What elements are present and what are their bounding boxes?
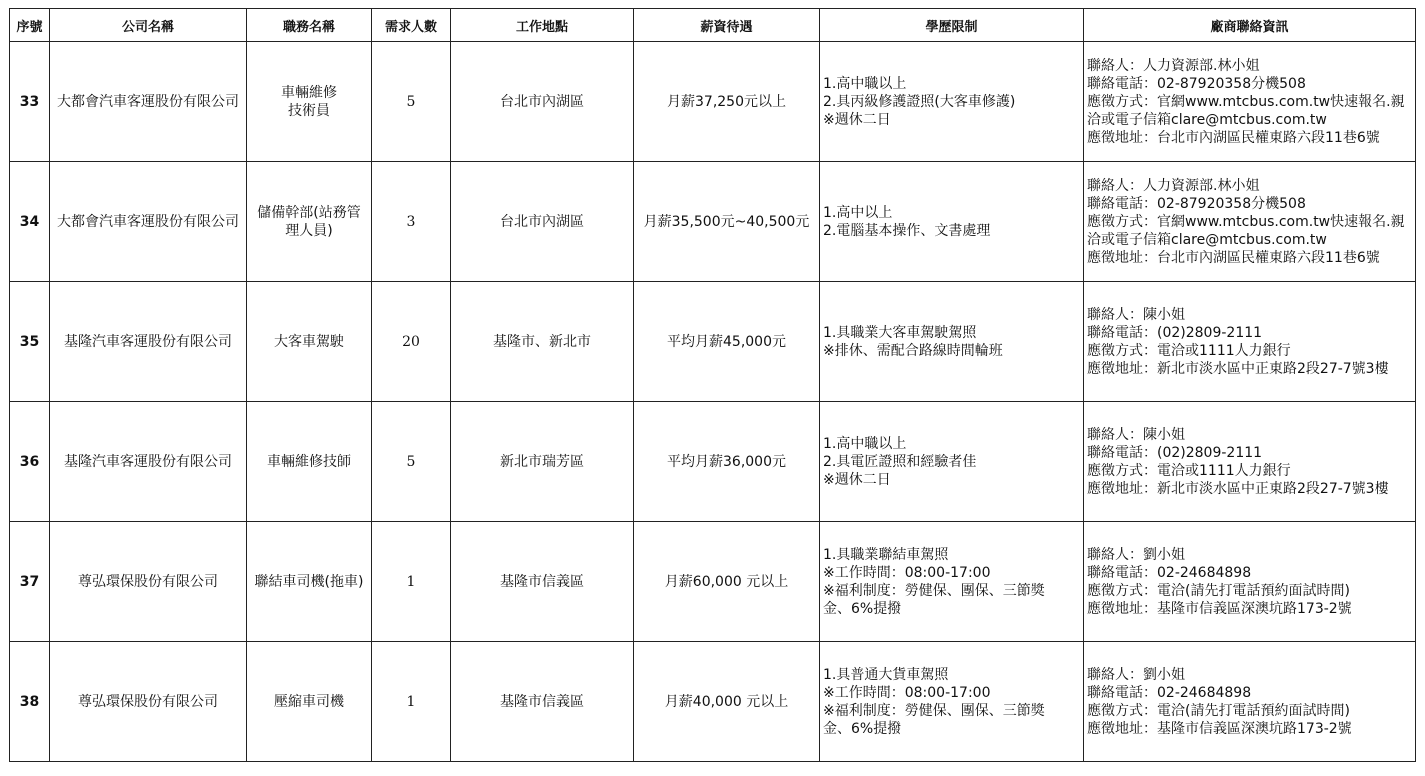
education-line: 1.高中職以上: [823, 75, 907, 92]
header-row: [10, 9, 1416, 42]
cell-no: 37: [10, 522, 50, 642]
education-line: 2.具電匠證照和經驗者佳: [823, 453, 977, 470]
cell-count: 1: [372, 642, 451, 762]
contact-line: 聯絡電話：(02)2809-2111: [1087, 444, 1263, 461]
cell-location: 基隆市信義區: [451, 642, 634, 762]
cell-no: 33: [10, 42, 50, 162]
cell-company: 尊弘環保股份有限公司: [50, 642, 247, 762]
table-row: [10, 162, 1416, 282]
title-line: 技術員: [288, 102, 330, 119]
education-line: 2.電腦基本操作、文書處理: [823, 222, 991, 239]
cell-salary: 月薪60,000 元以上: [634, 522, 820, 642]
title-line: 大客車駕駛: [274, 333, 344, 350]
cell-count: 1: [372, 522, 451, 642]
contact-line: 聯絡電話：02-87920358分機508: [1087, 75, 1306, 92]
cell-title: [247, 522, 372, 642]
education-line: ※週休二日: [823, 471, 891, 488]
education-line: 金、6%提撥: [823, 600, 902, 617]
cell-contact: [1084, 522, 1416, 642]
contact-line: 應徵地址：基隆市信義區深澳坑路173-2號: [1087, 600, 1352, 617]
contact-line: 聯絡人：人力資源部.林小姐: [1087, 177, 1260, 194]
contact-line: 應徵地址：台北市內湖區民權東路六段11巷6號: [1087, 249, 1380, 266]
contact-line: 聯絡人：劉小姐: [1087, 666, 1185, 683]
contact-line: 應徵地址：基隆市信義區深澳坑路173-2號: [1087, 720, 1352, 737]
cell-title: [247, 282, 372, 402]
contact-line: 聯絡電話：02-24684898: [1087, 684, 1252, 701]
education-line: ※週休二日: [823, 111, 891, 128]
contact-line: 應徵地址：新北市淡水區中正東路2段27-7號3樓: [1087, 480, 1389, 497]
education-line: ※排休、需配合路線時間輪班: [823, 342, 1003, 359]
cell-location: 台北市內湖區: [451, 42, 634, 162]
table-row: [10, 402, 1416, 522]
title-line: 儲備幹部(站務管: [257, 204, 361, 221]
cell-education: [820, 282, 1084, 402]
cell-salary: 月薪40,000 元以上: [634, 642, 820, 762]
title-line: 聯結車司機(拖車): [254, 573, 364, 590]
contact-line: 聯絡電話：(02)2809-2111: [1087, 324, 1263, 341]
cell-education: [820, 642, 1084, 762]
header-no: 序號: [10, 9, 50, 42]
cell-contact: [1084, 42, 1416, 162]
cell-count: 3: [372, 162, 451, 282]
education-line: 1.具職業大客車駕駛駕照: [823, 324, 977, 341]
title-line: 車輛維修: [281, 84, 337, 101]
contact-line: 聯絡電話：02-24684898: [1087, 564, 1252, 581]
cell-company: 大都會汽車客運股份有限公司: [50, 42, 247, 162]
cell-title: [247, 162, 372, 282]
education-line: ※福利制度：勞健保、團保、三節獎: [823, 702, 1045, 719]
cell-contact: [1084, 162, 1416, 282]
table-row: [10, 642, 1416, 762]
job-listing-table: [9, 8, 1416, 762]
cell-contact: [1084, 642, 1416, 762]
cell-company: 大都會汽車客運股份有限公司: [50, 162, 247, 282]
education-line: 金、6%提撥: [823, 720, 902, 737]
cell-location: 台北市內湖區: [451, 162, 634, 282]
cell-company: 尊弘環保股份有限公司: [50, 522, 247, 642]
cell-location: 基隆市、新北市: [451, 282, 634, 402]
contact-line: 聯絡人：陳小姐: [1087, 306, 1185, 323]
title-line: 車輛維修技師: [267, 453, 351, 470]
contact-line: 洽或電子信箱clare@mtcbus.com.tw: [1087, 111, 1327, 128]
contact-line: 聯絡人：人力資源部.林小姐: [1087, 57, 1260, 74]
cell-contact: [1084, 282, 1416, 402]
header-education: 學歷限制: [820, 9, 1084, 42]
contact-line: 應徵地址：新北市淡水區中正東路2段27-7號3樓: [1087, 360, 1389, 377]
cell-count: 5: [372, 402, 451, 522]
contact-line: 聯絡電話：02-87920358分機508: [1087, 195, 1306, 212]
title-line: 理人員): [285, 222, 333, 239]
contact-line: 洽或電子信箱clare@mtcbus.com.tw: [1087, 231, 1327, 248]
cell-salary: 平均月薪36,000元: [634, 402, 820, 522]
table-row: [10, 282, 1416, 402]
cell-salary: 月薪35,500元~40,500元: [634, 162, 820, 282]
cell-education: [820, 522, 1084, 642]
cell-count: 20: [372, 282, 451, 402]
header-location: 工作地點: [451, 9, 634, 42]
contact-line: 聯絡人：劉小姐: [1087, 546, 1185, 563]
table-row: [10, 42, 1416, 162]
contact-line: 應徵方式：電洽或1111人力銀行: [1087, 342, 1291, 359]
cell-education: [820, 162, 1084, 282]
contact-line: 應徵方式：官網www.mtcbus.com.tw快速報名.親: [1087, 213, 1405, 230]
contact-line: 應徵方式：電洽或1111人力銀行: [1087, 462, 1291, 479]
cell-no: 35: [10, 282, 50, 402]
cell-company: 基隆汽車客運股份有限公司: [50, 282, 247, 402]
cell-no: 38: [10, 642, 50, 762]
cell-location: 基隆市信義區: [451, 522, 634, 642]
header-contact: 廠商聯絡資訊: [1084, 9, 1416, 42]
education-line: 1.高中職以上: [823, 435, 907, 452]
cell-no: 36: [10, 402, 50, 522]
education-line: 1.高中以上: [823, 204, 893, 221]
title-line: 壓縮車司機: [274, 693, 344, 710]
header-title: 職務名稱: [247, 9, 372, 42]
cell-company: 基隆汽車客運股份有限公司: [50, 402, 247, 522]
education-line: ※工作時間：08:00-17:00: [823, 684, 991, 701]
education-line: ※福利制度：勞健保、團保、三節獎: [823, 582, 1045, 599]
cell-salary: 平均月薪45,000元: [634, 282, 820, 402]
cell-contact: [1084, 402, 1416, 522]
cell-no: 34: [10, 162, 50, 282]
cell-title: [247, 402, 372, 522]
cell-title: [247, 642, 372, 762]
cell-location: 新北市瑞芳區: [451, 402, 634, 522]
cell-education: [820, 42, 1084, 162]
contact-line: 應徵地址：台北市內湖區民權東路六段11巷6號: [1087, 129, 1380, 146]
education-line: 2.具丙級修護證照(大客車修護): [823, 93, 1016, 110]
header-salary: 薪資待遇: [634, 9, 820, 42]
table-row: [10, 522, 1416, 642]
education-line: 1.具普通大貨車駕照: [823, 666, 949, 683]
education-line: ※工作時間：08:00-17:00: [823, 564, 991, 581]
contact-line: 應徵方式：官網www.mtcbus.com.tw快速報名.親: [1087, 93, 1405, 110]
contact-line: 聯絡人：陳小姐: [1087, 426, 1185, 443]
cell-education: [820, 402, 1084, 522]
education-line: 1.具職業聯結車駕照: [823, 546, 949, 563]
cell-salary: 月薪37,250元以上: [634, 42, 820, 162]
header-count: 需求人數: [372, 9, 451, 42]
header-company: 公司名稱: [50, 9, 247, 42]
contact-line: 應徵方式：電洽(請先打電話預約面試時間): [1087, 582, 1350, 599]
contact-line: 應徵方式：電洽(請先打電話預約面試時間): [1087, 702, 1350, 719]
cell-title: [247, 42, 372, 162]
cell-count: 5: [372, 42, 451, 162]
